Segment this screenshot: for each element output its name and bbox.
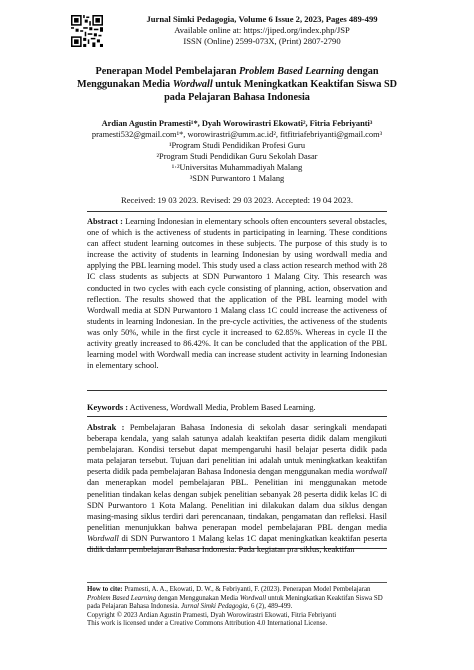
citation-italic: Wordwall	[239, 594, 267, 602]
author-block	[60, 118, 414, 184]
citation-text: Pramesti, A. A., Ekowati, D. W., & Febriyanti, F. (2023). Penerapan Model Pembelajaran	[122, 586, 371, 593]
abstrak-text: dan menerapkan model pembelajaran PBL. Penelitian ini menggunakan metode penelitian tindakan kelas dengan subjek penelitian sebanyak 28 peserta didik kelas IC di SDN Purwantoro 1 Kota Malang. Penelitian ini dilakukan dalam dua siklus dengan masing-masing siklus terdiri dari perencanaan, tindakan, pengamatan dan refleksi. Hasil penelitian menunjukkan bahwa penerapan model pembelajaran PBL dengan media	[87, 478, 387, 532]
keywords	[87, 402, 387, 413]
abstrak-text: Pembelajaran Bahasa Indonesia di sekolah dasar seringkali mendapati beberapa kendala, yang salah satunya adalah keaktifan peserta didik dalam mengikuti pembelajaran. Kondisi tersebut dapat mempengaruhi hasil belajar peserta didik pada mata pelajaran tersebut. Tujuan dari penelitian ini adalah untuk meningkatkan keaktifan peserta didik pada pembelajaran Bahasa Indonesia dengan menggunakan media	[87, 423, 387, 477]
abstract-text: Learning Indonesian in elementary schools often encounters several obstacles, one of which is the activeness of students in participating in learning. These conditions can affect student learning outcomes in these subjects. The purpose of this study is to increase the activity of students in learning Indonesian by using wordwall media and applying the PBL learning model. This study used a class action research method with 28 IC class students as subjects at SDN Purwantoro 1 Malang City. This research was conducted in two cycles with each cycle consisting of planning, action, observation and reflection. The results showed that the application of the PBL learning model with Wordwall media at SDN Purwantoro 1 Malang class 1C could increase the activeness of students in learning Indonesian. In the pre-cycle activities, the activeness of the students was only 50%, while in the first cycle it increased to 62.85%. Whereas in cycle II the activity greatly increased to 86.42%. It can be concluded that the application of the PBL learning model with Wordwall media can increase student activity in learning Indonesian in elementary school.	[87, 217, 387, 371]
footer	[87, 586, 387, 629]
citation-label: How to cite:	[87, 586, 123, 593]
affiliation: ³SDN Purwantoro 1 Malang	[189, 174, 285, 183]
journal-title: Jurnal Simki Pedagogia, Volume 6 Issue 2, 2023, Pages 489-499	[146, 14, 378, 24]
title-text: Penerapan Model Pembelajaran	[95, 66, 239, 77]
abstrak-italic: Wordwall	[87, 533, 119, 543]
title-text: dengan Menggunakan Media	[77, 66, 379, 90]
citation-text: untuk Meningkatkan Keaktifan Siswa SD pada Pelajaran Bahasa Indonesia.	[87, 594, 383, 611]
citation-italic: Jurnal Simki Pedagogia	[180, 603, 248, 611]
citation-italic: Problem Based Learning	[87, 594, 157, 602]
divider	[87, 416, 387, 417]
citation-text: dengan Menggunakan Media	[156, 594, 240, 602]
title-text: untuk Meningkatkan Keaktifan Siswa SD pada Pelajaran Bahasa Indonesia	[164, 79, 397, 103]
paper-title	[70, 65, 404, 104]
divider	[87, 390, 387, 391]
received-dates: Received: 19 03 2023. Revised: 29 03 2023. Accepted: 19 04 2023.	[121, 195, 353, 205]
abstract-indonesian	[87, 422, 387, 555]
keywords-label: Keywords :	[87, 403, 129, 412]
title-italic: Problem Based Learning	[238, 66, 345, 77]
footer-divider	[87, 582, 387, 583]
qr-code-icon	[71, 15, 103, 47]
author-emails[interactable]: pramesti532@gmail.com¹*, worowirastri@umm.ac.id², fitfitriafebriyanti@gmail.com³	[91, 130, 383, 139]
abstract-english	[87, 216, 387, 371]
affiliation: ¹·²Universitas Muhammadiyah Malang	[171, 163, 303, 172]
abstrak-text: di SDN Purwantoro 1 Malang kelas 1C dapat meningkatkan keaktifan peserta didik dalam pembelajaran Bahasa Indonesia. Pada kegiatan pra siklus, keaktifan	[87, 533, 387, 555]
citation	[87, 586, 387, 612]
author-names: Ardian Agustin Pramesti¹*, Dyah Worowirastri Ekowati², Fitria Febriyanti³	[101, 119, 373, 128]
abstrak-label: Abstrak :	[87, 423, 125, 432]
abstrak-italic: wordwall	[355, 467, 387, 477]
abstract-label: Abstract :	[87, 217, 123, 226]
license[interactable]: This work is licensed under a Creative Commons Attribution 4.0 International License.	[87, 620, 328, 628]
journal-issn: ISSN (Online) 2599-073X, (Print) 2807-2790	[183, 36, 341, 46]
keywords-text: Activeness, Wordwall Media, Problem Based Learning.	[128, 403, 316, 412]
copyright: Copyright © 2023 Ardian Agustin Pramesti, Dyah Worowirastri Ekowati, Fitria Febriyanti	[87, 611, 337, 619]
affiliation: ¹Program Studi Pendidikan Profesi Guru	[168, 141, 306, 150]
title-italic: Wordwall	[172, 79, 213, 90]
affiliation: ²Program Studi Pendidikan Guru Sekolah Dasar	[156, 152, 318, 161]
citation-text: , 6 (2), 489-499.	[247, 603, 293, 611]
journal-url[interactable]: Available online at: https://jiped.org/index.php/JSP	[174, 25, 350, 35]
journal-header	[112, 14, 412, 47]
